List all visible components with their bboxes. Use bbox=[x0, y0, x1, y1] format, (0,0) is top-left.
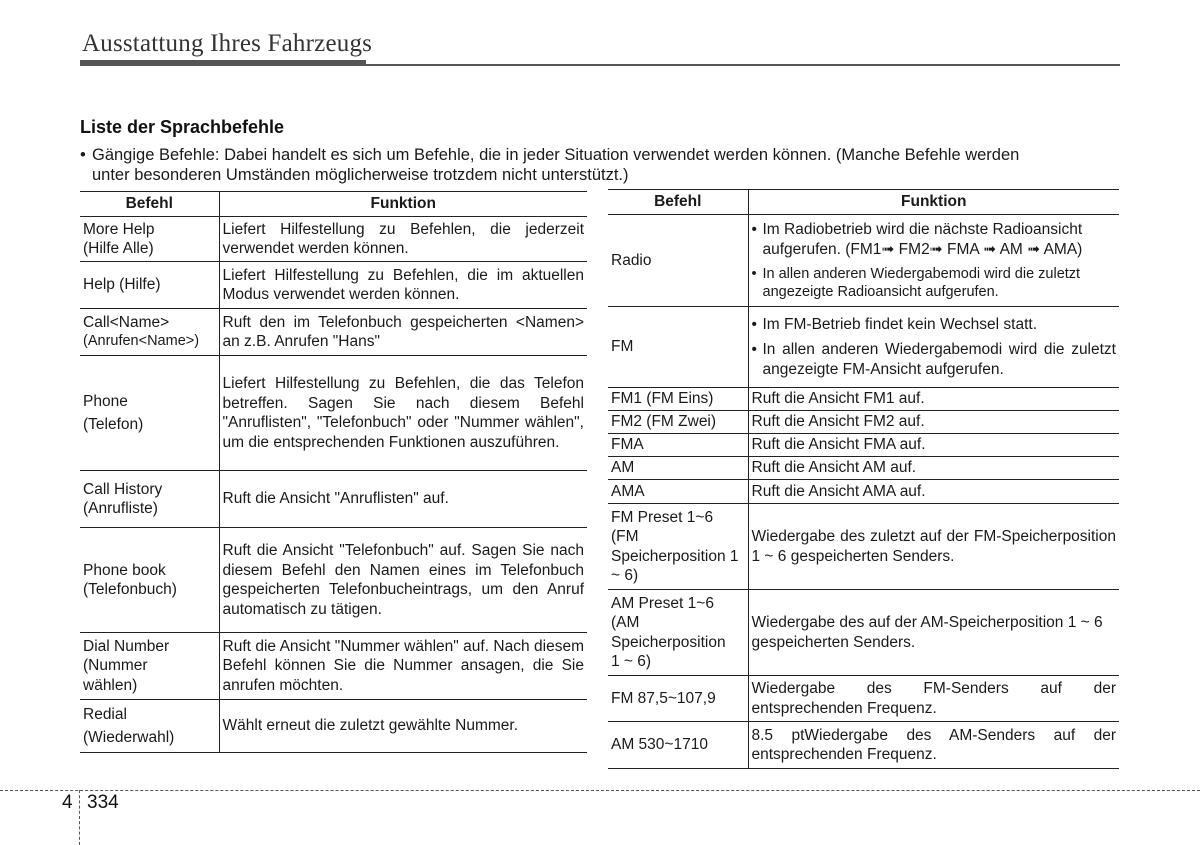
table-row bbox=[608, 480, 1119, 504]
column-header-funktion: Funktion bbox=[219, 192, 587, 217]
bullet-text: In allen anderen Wiedergabemodi wird die zuletzt angezeigte FM-Ansicht aufgerufen. bbox=[762, 341, 1116, 378]
table-row bbox=[608, 676, 1119, 722]
bullet-text: Im FM-Betrieb findet kein Wechsel statt. bbox=[762, 315, 1038, 333]
intro-line-2: unter besonderen Umständen möglicherweise trotzdem nicht unterstützt.) bbox=[92, 166, 629, 184]
table-row bbox=[608, 215, 1119, 307]
bullet: • bbox=[80, 146, 86, 164]
command-cell: AM 530~1710 bbox=[608, 722, 748, 769]
header-rule bbox=[80, 60, 366, 66]
command-cell: Redial (Wiederwahl) bbox=[80, 700, 219, 753]
function-cell: • Im FM-Betrieb findet kein Wechsel statt. • In allen anderen Wiedergabemodi wird die zuletzt angezeigte FM-Ansicht aufgerufen. bbox=[748, 307, 1119, 388]
command-cell: FM Preset 1~6 (FM Speicherposition 1 ~ 6) bbox=[608, 504, 748, 590]
table-row bbox=[608, 590, 1119, 676]
table-row bbox=[608, 434, 1119, 457]
table-row bbox=[80, 356, 587, 471]
bullet-text: In allen anderen Wiedergabemodi wird die zuletzt angezeigte Radioansicht aufgerufen. bbox=[762, 266, 1081, 300]
table-row bbox=[80, 309, 587, 356]
command-cell: Call History (Anrufliste) bbox=[80, 471, 219, 528]
function-cell: Ruft die Ansicht FM1 auf. bbox=[748, 388, 1119, 411]
command-cell: Dial Number (Nummer wählen) bbox=[80, 633, 219, 700]
table-row bbox=[80, 217, 587, 262]
command-cell: AMA bbox=[608, 480, 748, 504]
function-cell: Ruft die Ansicht AM auf. bbox=[748, 457, 1119, 480]
chapter-number: 4 bbox=[62, 792, 73, 813]
command-cell: AM bbox=[608, 457, 748, 480]
command-cell: Help (Hilfe) bbox=[80, 262, 219, 309]
command-cell: Radio bbox=[608, 215, 748, 307]
column-header-funktion: Funktion bbox=[748, 190, 1119, 215]
intro-paragraph bbox=[80, 145, 1120, 185]
function-cell: Wiedergabe des zuletzt auf der FM-Speicherposition 1 ~ 6 gespeicherten Senders. bbox=[748, 504, 1119, 590]
table-row bbox=[608, 504, 1119, 590]
page-number: 334 bbox=[87, 792, 119, 813]
function-cell: Ruft den im Telefonbuch gespeicherten <Namen> an z.B. Anrufen "Hans" bbox=[219, 309, 587, 356]
command-cell: FM 87,5~107,9 bbox=[608, 676, 748, 722]
command-cell: FM1 (FM Eins) bbox=[608, 388, 748, 411]
intro-line-1: Gängige Befehle: Dabei handelt es sich um Befehle, die in jeder Situation verwendet werden können. (Manche Befehle werden bbox=[92, 146, 1020, 164]
function-cell: Wählt erneut die zuletzt gewählte Nummer. bbox=[219, 700, 587, 753]
table-row bbox=[608, 457, 1119, 480]
column-header-befehl: Befehl bbox=[608, 190, 748, 215]
table-row bbox=[608, 722, 1119, 769]
function-cell: Liefert Hilfestellung zu Befehlen, die im aktuellen Modus verwendet werden können. bbox=[219, 262, 587, 309]
voice-command-table-left bbox=[80, 191, 587, 753]
bullet-text: Im Radiobetrieb wird die nächste Radioansicht aufgerufen. (FM1➟ FM2➟ FMA ➟ AM ➟ AMA) bbox=[762, 221, 1083, 258]
command-cell: FMA bbox=[608, 434, 748, 457]
command-cell: FM2 (FM Zwei) bbox=[608, 411, 748, 434]
section-title: Liste der Sprachbefehle bbox=[80, 117, 285, 137]
function-cell: Liefert Hilfestellung zu Befehlen, die jederzeit verwendet werden können. bbox=[219, 217, 587, 262]
command-cell: Call<Name> (Anrufen<Name>) bbox=[80, 309, 219, 356]
table-row bbox=[80, 262, 587, 309]
table-row bbox=[80, 528, 587, 633]
table-row bbox=[608, 307, 1119, 388]
command-cell: More Help (Hilfe Alle) bbox=[80, 217, 219, 262]
function-cell: Wiedergabe des auf der AM-Speicherposition 1 ~ 6 gespeicherten Senders. bbox=[748, 590, 1119, 676]
command-cell: Phone book (Telefonbuch) bbox=[80, 528, 219, 633]
function-cell: Wiedergabe des FM-Senders auf der entsprechenden Frequenz. bbox=[748, 676, 1119, 722]
footer-rule bbox=[0, 790, 1200, 791]
table-row bbox=[608, 388, 1119, 411]
table-row bbox=[80, 700, 587, 753]
table-row bbox=[80, 471, 587, 528]
function-cell: Ruft die Ansicht AMA auf. bbox=[748, 480, 1119, 504]
command-cell: FM bbox=[608, 307, 748, 388]
command-cell: Phone (Telefon) bbox=[80, 356, 219, 471]
function-cell: Ruft die Ansicht "Anruflisten" auf. bbox=[219, 471, 587, 528]
function-cell: Liefert Hilfestellung zu Befehlen, die das Telefon betreffen. Sagen Sie nach diesem Befehl "Anruflisten", "Telefonbuch" oder "Nummer wählen", um die entsprechenden Funktionen auszuführen. bbox=[219, 356, 587, 471]
function-cell: Ruft die Ansicht FM2 auf. bbox=[748, 411, 1119, 434]
table-row bbox=[80, 633, 587, 700]
header-rule-thin bbox=[366, 64, 1120, 66]
footer-divider bbox=[79, 790, 80, 845]
table-row bbox=[608, 411, 1119, 434]
function-cell: Ruft die Ansicht "Nummer wählen" auf. Nach diesem Befehl können Sie die Nummer ansagen, die Sie anrufen möchten. bbox=[219, 633, 587, 700]
function-cell: 8.5 ptWiedergabe des AM-Senders auf der entsprechenden Frequenz. bbox=[748, 722, 1119, 769]
command-cell: AM Preset 1~6 (AM Speicherposition 1 ~ 6) bbox=[608, 590, 748, 676]
function-cell: Ruft die Ansicht FMA auf. bbox=[748, 434, 1119, 457]
function-cell: • Im Radiobetrieb wird die nächste Radioansicht aufgerufen. (FM1➟ FM2➟ FMA ➟ AM ➟ AMA) • In allen anderen Wiedergabemodi wird die zuletzt angezeigte Radioansicht aufgerufen. bbox=[748, 215, 1119, 307]
voice-command-table-right bbox=[608, 189, 1119, 769]
function-cell: Ruft die Ansicht "Telefonbuch" auf. Sagen Sie nach diesem Befehl den Namen eines im Telefonbuch gespeicherten Telefonbucheintrags, um den Anruf automatisch zu tätigen. bbox=[219, 528, 587, 633]
column-header-befehl: Befehl bbox=[80, 192, 219, 217]
page-header-title: Ausstattung Ihres Fahrzeugs bbox=[82, 30, 373, 57]
